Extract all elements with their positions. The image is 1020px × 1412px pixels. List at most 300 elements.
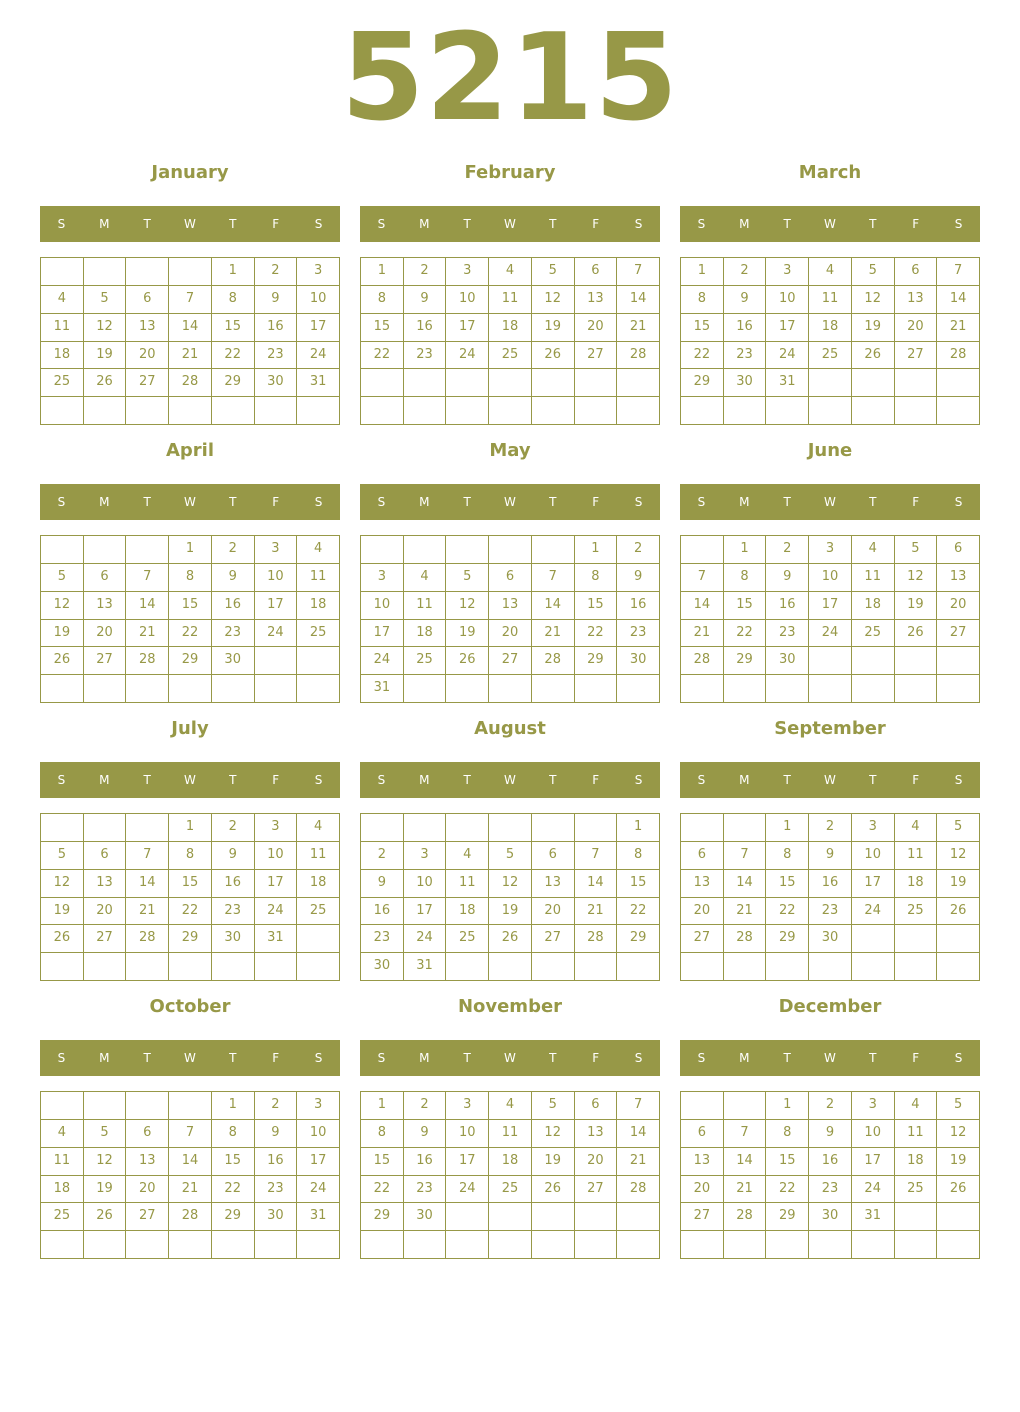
day-cell: 7 (575, 842, 618, 870)
day-cell: 21 (617, 1148, 660, 1176)
day-cell: 12 (489, 870, 532, 898)
month-name: October (149, 996, 231, 1017)
weekday-label: M (419, 495, 430, 509)
day-cell: 3 (361, 564, 404, 592)
empty-day-cell (446, 675, 489, 703)
day-cell: 14 (681, 592, 724, 620)
day-cell: 27 (126, 369, 169, 397)
empty-day-cell (489, 1231, 532, 1259)
day-cell: 22 (361, 1176, 404, 1204)
empty-day-cell (681, 814, 724, 842)
day-cell: 30 (809, 925, 852, 953)
empty-day-cell (297, 647, 340, 675)
day-cell: 4 (297, 536, 340, 564)
day-cell: 5 (937, 814, 980, 842)
day-cell: 14 (724, 1148, 767, 1176)
day-cell: 17 (361, 620, 404, 648)
day-cell: 18 (895, 870, 938, 898)
day-cell: 9 (404, 1120, 447, 1148)
day-cell: 1 (617, 814, 660, 842)
day-cell: 28 (169, 1203, 212, 1231)
weekday-label: S (634, 217, 643, 231)
weekday-label: F (272, 773, 280, 787)
day-cell: 29 (766, 1203, 809, 1231)
day-cell: 9 (255, 286, 298, 314)
weekday-label: S (634, 495, 643, 509)
day-cell: 23 (361, 925, 404, 953)
day-cell: 16 (809, 870, 852, 898)
empty-day-cell (937, 925, 980, 953)
day-cell: 6 (937, 536, 980, 564)
day-grid (360, 535, 660, 703)
day-cell: 31 (297, 369, 340, 397)
day-cell: 30 (724, 369, 767, 397)
day-cell: 2 (809, 1092, 852, 1120)
empty-day-cell (681, 953, 724, 981)
day-cell: 7 (169, 1120, 212, 1148)
weekday-label: S (697, 773, 706, 787)
empty-day-cell (212, 675, 255, 703)
empty-day-cell (681, 675, 724, 703)
weekday-label: M (419, 773, 430, 787)
weekday-label: T (549, 217, 557, 231)
day-cell: 18 (41, 342, 84, 370)
day-cell: 14 (532, 592, 575, 620)
day-cell: 24 (809, 620, 852, 648)
day-cell: 4 (489, 1092, 532, 1120)
weekday-label: W (504, 1051, 516, 1065)
empty-day-cell (575, 369, 618, 397)
weekday-label: M (419, 1051, 430, 1065)
day-cell: 14 (575, 870, 618, 898)
empty-day-cell (617, 369, 660, 397)
day-cell: 9 (809, 1120, 852, 1148)
empty-day-cell (852, 675, 895, 703)
day-cell: 17 (446, 1148, 489, 1176)
empty-day-cell (937, 369, 980, 397)
empty-day-cell (532, 536, 575, 564)
day-cell: 31 (766, 369, 809, 397)
empty-day-cell (212, 953, 255, 981)
day-cell: 20 (895, 314, 938, 342)
day-cell: 20 (681, 1176, 724, 1204)
day-cell: 8 (361, 286, 404, 314)
weekday-label: S (57, 773, 66, 787)
day-cell: 21 (532, 620, 575, 648)
day-cell: 18 (404, 620, 447, 648)
day-cell: 10 (446, 1120, 489, 1148)
day-cell: 9 (361, 870, 404, 898)
day-cell: 9 (212, 564, 255, 592)
day-cell: 18 (809, 314, 852, 342)
day-cell: 17 (297, 314, 340, 342)
day-cell: 4 (446, 842, 489, 870)
day-cell: 25 (297, 620, 340, 648)
weekday-label: T (463, 773, 471, 787)
weekday-header (680, 762, 980, 798)
day-cell: 15 (361, 1148, 404, 1176)
day-cell: 14 (169, 314, 212, 342)
weekday-header (40, 762, 340, 798)
day-cell: 26 (852, 342, 895, 370)
day-cell: 22 (766, 1176, 809, 1204)
empty-day-cell (255, 647, 298, 675)
day-cell: 24 (361, 647, 404, 675)
day-cell: 17 (852, 870, 895, 898)
day-cell: 29 (724, 647, 767, 675)
weekday-label: M (739, 773, 750, 787)
day-cell: 10 (255, 842, 298, 870)
day-cell: 21 (724, 898, 767, 926)
day-cell: 30 (766, 647, 809, 675)
day-cell: 3 (809, 536, 852, 564)
day-cell: 15 (766, 870, 809, 898)
day-cell: 4 (809, 258, 852, 286)
empty-day-cell (84, 675, 127, 703)
empty-day-cell (852, 1231, 895, 1259)
day-cell: 25 (895, 898, 938, 926)
empty-day-cell (404, 814, 447, 842)
empty-day-cell (489, 369, 532, 397)
day-cell: 3 (404, 842, 447, 870)
weekday-label: T (783, 217, 791, 231)
day-cell: 23 (766, 620, 809, 648)
empty-day-cell (169, 1231, 212, 1259)
day-cell: 30 (255, 1203, 298, 1231)
empty-day-cell (212, 1231, 255, 1259)
empty-day-cell (575, 814, 618, 842)
empty-day-cell (404, 397, 447, 425)
day-cell: 12 (937, 1120, 980, 1148)
day-cell: 17 (446, 314, 489, 342)
empty-day-cell (937, 397, 980, 425)
weekday-label: S (314, 773, 323, 787)
empty-day-cell (297, 925, 340, 953)
empty-day-cell (169, 675, 212, 703)
day-cell: 25 (489, 342, 532, 370)
day-cell: 3 (255, 814, 298, 842)
weekday-header (680, 206, 980, 242)
day-cell: 22 (575, 620, 618, 648)
day-cell: 3 (297, 1092, 340, 1120)
day-cell: 21 (937, 314, 980, 342)
day-cell: 10 (361, 592, 404, 620)
empty-day-cell (126, 1231, 169, 1259)
day-cell: 6 (84, 842, 127, 870)
day-cell: 15 (681, 314, 724, 342)
empty-day-cell (617, 1203, 660, 1231)
day-cell: 21 (681, 620, 724, 648)
day-cell: 24 (404, 925, 447, 953)
day-cell: 7 (724, 842, 767, 870)
empty-day-cell (575, 1231, 618, 1259)
empty-day-cell (41, 814, 84, 842)
day-cell: 7 (681, 564, 724, 592)
weekday-label: T (143, 217, 151, 231)
day-cell: 11 (489, 286, 532, 314)
weekday-label: M (419, 217, 430, 231)
empty-day-cell (575, 1203, 618, 1231)
day-cell: 11 (297, 842, 340, 870)
day-cell: 8 (766, 842, 809, 870)
weekday-label: F (272, 1051, 280, 1065)
day-cell: 2 (212, 536, 255, 564)
day-cell: 15 (575, 592, 618, 620)
day-cell: 20 (84, 620, 127, 648)
weekday-header (40, 206, 340, 242)
empty-day-cell (489, 397, 532, 425)
day-cell: 16 (212, 592, 255, 620)
day-cell: 23 (724, 342, 767, 370)
empty-day-cell (852, 397, 895, 425)
day-cell: 15 (361, 314, 404, 342)
weekday-label: S (634, 773, 643, 787)
weekday-header (360, 484, 660, 520)
empty-day-cell (895, 1231, 938, 1259)
day-cell: 26 (937, 1176, 980, 1204)
weekday-label: W (824, 1051, 836, 1065)
empty-day-cell (404, 675, 447, 703)
day-cell: 11 (489, 1120, 532, 1148)
day-cell: 1 (169, 814, 212, 842)
empty-day-cell (126, 953, 169, 981)
day-cell: 28 (575, 925, 618, 953)
day-cell: 23 (255, 342, 298, 370)
day-cell: 10 (446, 286, 489, 314)
weekday-label: F (912, 495, 920, 509)
empty-day-cell (84, 814, 127, 842)
day-cell: 21 (169, 1176, 212, 1204)
day-cell: 31 (255, 925, 298, 953)
weekday-label: T (463, 1051, 471, 1065)
day-cell: 13 (681, 1148, 724, 1176)
day-cell: 24 (297, 342, 340, 370)
day-cell: 14 (724, 870, 767, 898)
day-cell: 11 (41, 314, 84, 342)
empty-day-cell (41, 1231, 84, 1259)
day-cell: 22 (212, 1176, 255, 1204)
day-cell: 9 (766, 564, 809, 592)
weekday-label: T (229, 773, 237, 787)
day-cell: 25 (895, 1176, 938, 1204)
day-cell: 19 (84, 1176, 127, 1204)
day-grid (40, 535, 340, 703)
day-cell: 29 (212, 369, 255, 397)
day-cell: 29 (575, 647, 618, 675)
weekday-label: T (463, 495, 471, 509)
day-cell: 14 (169, 1148, 212, 1176)
empty-day-cell (126, 1092, 169, 1120)
weekday-label: M (99, 1051, 110, 1065)
weekday-label: T (143, 1051, 151, 1065)
empty-day-cell (84, 536, 127, 564)
weekday-label: M (99, 495, 110, 509)
day-cell: 19 (937, 870, 980, 898)
day-cell: 28 (617, 1176, 660, 1204)
empty-day-cell (617, 953, 660, 981)
weekday-header (360, 206, 660, 242)
day-cell: 13 (575, 286, 618, 314)
weekday-label: S (57, 495, 66, 509)
day-cell: 4 (489, 258, 532, 286)
weekday-label: W (824, 495, 836, 509)
day-cell: 11 (852, 564, 895, 592)
weekday-label: S (954, 773, 963, 787)
day-cell: 26 (937, 898, 980, 926)
day-cell: 30 (361, 953, 404, 981)
day-cell: 29 (169, 925, 212, 953)
day-cell: 13 (937, 564, 980, 592)
day-cell: 24 (297, 1176, 340, 1204)
empty-day-cell (681, 1231, 724, 1259)
month-name: December (778, 996, 882, 1017)
day-cell: 22 (212, 342, 255, 370)
day-cell: 25 (297, 898, 340, 926)
weekday-label: T (783, 1051, 791, 1065)
month-name: April (165, 440, 215, 461)
weekday-label: F (912, 773, 920, 787)
day-cell: 27 (575, 342, 618, 370)
day-cell: 1 (766, 814, 809, 842)
empty-day-cell (489, 1203, 532, 1231)
day-cell: 7 (126, 842, 169, 870)
day-cell: 4 (895, 1092, 938, 1120)
day-cell: 6 (126, 286, 169, 314)
empty-day-cell (297, 953, 340, 981)
empty-day-cell (361, 536, 404, 564)
day-cell: 4 (41, 1120, 84, 1148)
day-cell: 12 (532, 1120, 575, 1148)
empty-day-cell (446, 814, 489, 842)
empty-day-cell (766, 953, 809, 981)
day-cell: 23 (404, 1176, 447, 1204)
day-cell: 18 (852, 592, 895, 620)
day-cell: 26 (446, 647, 489, 675)
empty-day-cell (41, 675, 84, 703)
month-name: November (457, 996, 563, 1017)
day-cell: 24 (852, 898, 895, 926)
weekday-label: F (592, 495, 600, 509)
day-cell: 30 (212, 925, 255, 953)
day-cell: 16 (617, 592, 660, 620)
day-cell: 30 (809, 1203, 852, 1231)
empty-day-cell (361, 397, 404, 425)
day-cell: 12 (532, 286, 575, 314)
weekday-label: T (549, 495, 557, 509)
weekday-label: S (377, 495, 386, 509)
day-cell: 8 (575, 564, 618, 592)
weekday-label: M (739, 217, 750, 231)
month-name: July (171, 718, 209, 739)
day-cell: 12 (895, 564, 938, 592)
day-cell: 22 (766, 898, 809, 926)
day-cell: 22 (169, 898, 212, 926)
day-cell: 16 (766, 592, 809, 620)
day-cell: 1 (766, 1092, 809, 1120)
day-cell: 27 (575, 1176, 618, 1204)
day-cell: 25 (41, 369, 84, 397)
day-cell: 11 (41, 1148, 84, 1176)
day-cell: 15 (766, 1148, 809, 1176)
empty-day-cell (84, 1231, 127, 1259)
day-cell: 26 (489, 925, 532, 953)
day-grid (680, 535, 980, 703)
day-cell: 5 (532, 258, 575, 286)
day-cell: 2 (361, 842, 404, 870)
empty-day-cell (489, 953, 532, 981)
day-grid (680, 813, 980, 981)
day-cell: 26 (532, 1176, 575, 1204)
empty-day-cell (617, 397, 660, 425)
empty-day-cell (126, 258, 169, 286)
empty-day-cell (852, 953, 895, 981)
empty-day-cell (169, 397, 212, 425)
day-cell: 4 (404, 564, 447, 592)
day-cell: 1 (361, 258, 404, 286)
weekday-label: T (229, 1051, 237, 1065)
weekday-header (40, 484, 340, 520)
day-cell: 3 (446, 1092, 489, 1120)
day-cell: 12 (937, 842, 980, 870)
day-cell: 7 (169, 286, 212, 314)
day-cell: 23 (617, 620, 660, 648)
day-cell: 5 (532, 1092, 575, 1120)
day-cell: 5 (84, 1120, 127, 1148)
day-grid (680, 1091, 980, 1259)
day-cell: 2 (617, 536, 660, 564)
day-cell: 30 (404, 1203, 447, 1231)
empty-day-cell (724, 953, 767, 981)
day-cell: 18 (297, 870, 340, 898)
empty-day-cell (852, 925, 895, 953)
empty-day-cell (532, 953, 575, 981)
day-cell: 19 (84, 342, 127, 370)
empty-day-cell (532, 397, 575, 425)
day-cell: 21 (575, 898, 618, 926)
day-cell: 8 (212, 1120, 255, 1148)
empty-day-cell (681, 397, 724, 425)
day-cell: 19 (41, 620, 84, 648)
weekday-label: S (57, 217, 66, 231)
day-cell: 12 (84, 314, 127, 342)
empty-day-cell (809, 1231, 852, 1259)
weekday-label: S (57, 1051, 66, 1065)
empty-day-cell (361, 814, 404, 842)
empty-day-cell (41, 953, 84, 981)
day-cell: 22 (361, 342, 404, 370)
day-cell: 10 (255, 564, 298, 592)
empty-day-cell (41, 536, 84, 564)
day-cell: 6 (84, 564, 127, 592)
day-cell: 8 (724, 564, 767, 592)
day-cell: 29 (212, 1203, 255, 1231)
day-cell: 13 (126, 1148, 169, 1176)
weekday-label: T (783, 773, 791, 787)
day-cell: 29 (169, 647, 212, 675)
empty-day-cell (41, 397, 84, 425)
day-cell: 8 (681, 286, 724, 314)
day-cell: 1 (575, 536, 618, 564)
empty-day-cell (937, 675, 980, 703)
empty-day-cell (84, 397, 127, 425)
day-cell: 31 (852, 1203, 895, 1231)
day-cell: 2 (724, 258, 767, 286)
day-cell: 15 (724, 592, 767, 620)
day-cell: 3 (852, 1092, 895, 1120)
day-cell: 30 (617, 647, 660, 675)
day-cell: 14 (126, 592, 169, 620)
empty-day-cell (169, 1092, 212, 1120)
